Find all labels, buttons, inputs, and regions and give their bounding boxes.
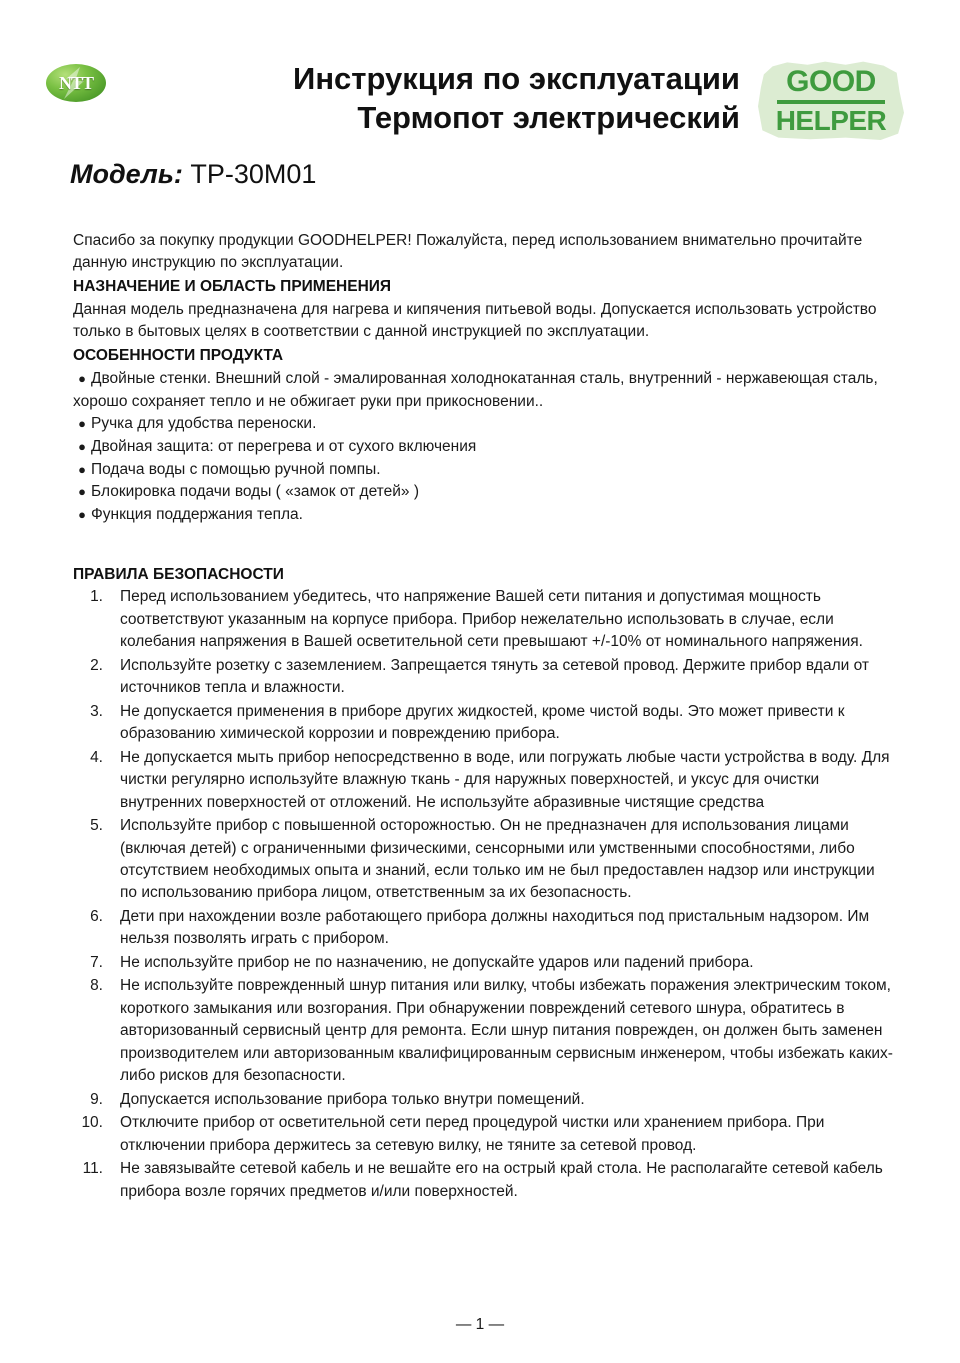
list-item xyxy=(73,459,893,482)
safety-list xyxy=(73,586,893,1203)
features-list xyxy=(73,368,893,526)
list-item-number: 6. xyxy=(90,907,103,925)
list-item xyxy=(73,815,893,905)
purpose-paragraph: Данная модель предназначена для нагрева и кипячения питьевой воды. Допускается использовать устройство только в бытовых целях в соответствии с данной инструкцией по эксплуатации. xyxy=(73,301,877,340)
list-item-label: Не используйте поврежденный шнур питания или вилку, чтобы избежать поражения электрическим током, короткого замыкания или возгорания. При обнаружении повреждений сетевого шнура, обратитесь в авторизованный сервисный центр для ремонта. Если шнур питания поврежден, он должен быть заменен производителем или авторизованным квалифицированным сервисным инженером, чтобы избежать каких-либо рисков для безопасности. xyxy=(120,977,893,1085)
goodhelper-logo xyxy=(758,60,904,140)
goodhelper-logo-content xyxy=(758,60,904,140)
safety-heading: ПРАВИЛА БЕЗОПАСНОСТИ xyxy=(73,566,284,584)
list-item-number: 4. xyxy=(90,748,103,766)
model-value: TP-30M01 xyxy=(190,159,317,189)
ntt-logo-text: NTT xyxy=(58,73,93,93)
list-item-label: Отключите прибор от осветительной сети перед процедурой чистки или хранением прибора. При отключении прибора держитесь за сетевую вилку, не тяните за сетевой провод. xyxy=(120,1114,825,1154)
list-item-label: Не допускается мыть прибор непосредственно в воде, или погружать любые части устройства в воду. Для чистки регулярно используйте влажную ткань - для наружных поверхностей, и уксус для очистки внутренних поверхностей от отложений. Не используйте абразивные чистящие средства xyxy=(120,748,890,811)
page-header xyxy=(0,0,960,140)
list-item-number: 2. xyxy=(90,656,103,674)
model-label: Модель: xyxy=(70,159,183,189)
goodhelper-logo-line-1: GOOD xyxy=(786,65,876,98)
list-item-label: Не допускается применения в приборе других жидкостей, кроме чистой воды. Это может привести к образованию химической коррозии и повреждению прибора. xyxy=(120,702,845,743)
list-item xyxy=(73,413,893,436)
list-item-number: 9. xyxy=(90,1090,103,1108)
list-item-number: 5. xyxy=(90,817,103,835)
list-item-label: Не завязывайте сетевой кабель и не вешайте его на острый край стола. Не располагайте сетевой кабель прибора возле горячих предметов и/или поверхностей. xyxy=(120,1160,883,1200)
list-item xyxy=(73,655,893,700)
list-item xyxy=(73,1158,893,1203)
bullet-icon: ● xyxy=(78,371,86,386)
list-item-number: 11. xyxy=(82,1160,103,1178)
document-title-line-1: Инструкция по эксплуатации xyxy=(293,61,740,96)
list-item-label: Перед использованием убедитесь, что напряжение Вашей сети питания и допустимая мощность соответствуют указанным на корпусе прибора. Прибор нежелательно использовать в случае, если колебания напряжения в Вашей осветительной сети превышают +/-10% от номинального напряжения. xyxy=(120,588,863,651)
features-heading: ОСОБЕННОСТИ ПРОДУКТА xyxy=(73,347,284,364)
list-item-label: Двойная защита: от перегрева и от сухого включения xyxy=(91,437,477,455)
ntt-logo xyxy=(46,64,106,102)
list-item-number: 8. xyxy=(90,977,103,995)
list-item xyxy=(73,701,893,746)
list-item-label: Двойные стенки. Внешний слой - эмалированная холоднокатанная сталь, внутренний - нержавеющая сталь, хорошо сохраняет тепло и не обжигает руки при прикосновении.. xyxy=(73,370,878,410)
list-item-label: Не используйте прибор не по назначению, не допускайте ударов или падений прибора. xyxy=(120,953,754,971)
bullet-icon: ● xyxy=(78,438,86,454)
list-item-number: 1. xyxy=(90,588,103,606)
list-item xyxy=(73,368,893,413)
list-item xyxy=(73,481,893,504)
goodhelper-logo-divider xyxy=(777,100,885,104)
list-item-label: Используйте прибор с повышенной осторожностью. Он не предназначен для использования лицами (включая детей) с ограниченными физическими, сенсорными или умственными способностями, либо отсутствием необходимых опыта и знаний, если только им не был предоставлен надзор или инструкции по использованию прибора лицом, ответственным за их безопасность. xyxy=(120,817,875,902)
list-item xyxy=(73,1089,893,1111)
list-item xyxy=(73,436,893,459)
list-item-label: Дети при нахождении возле работающего прибора должны находиться под пристальным надзором. Им нельзя позволять играть с прибором. xyxy=(120,907,870,948)
list-item-label: Блокировка подачи воды ( «замок от детей» ) xyxy=(91,483,419,501)
list-item-number: 7. xyxy=(90,953,103,971)
list-item xyxy=(73,952,893,974)
model-line xyxy=(70,158,316,190)
list-item-label: Используйте розетку с заземлением. Запрещается тянуть за сетевой провод. Держите прибор вдали от источников тепла и влажности. xyxy=(120,656,869,697)
list-item xyxy=(73,747,893,814)
page-footer xyxy=(0,1316,960,1334)
page-number: — 1 — xyxy=(455,1316,505,1333)
bullet-icon: ● xyxy=(78,416,86,432)
purpose-heading: НАЗНАЧЕНИЕ И ОБЛАСТЬ ПРИМЕНЕНИЯ xyxy=(73,278,392,295)
list-item-label: Подача воды с помощью ручной помпы. xyxy=(91,460,381,478)
document-body xyxy=(73,230,893,1204)
document-title-line-2: Термопот электрический xyxy=(357,99,740,135)
list-item xyxy=(73,975,893,1087)
list-item-label: Ручка для удобства переноски. xyxy=(91,415,317,433)
intro-paragraph: Спасибо за покупку продукции GOODHELPER! Пожалуйста, перед использованием внимательно прочитайте данную инструкцию по эксплуатации. xyxy=(73,232,863,271)
list-item-number: 3. xyxy=(90,702,103,720)
bullet-icon: ● xyxy=(78,484,86,500)
list-item xyxy=(73,1112,893,1157)
list-item xyxy=(73,906,893,951)
goodhelper-logo-line-2: HELPER xyxy=(775,105,887,136)
list-item xyxy=(73,504,893,527)
document-title xyxy=(120,60,740,138)
list-item-label: Функция поддержания тепла. xyxy=(91,505,303,523)
list-item-label: Допускается использование прибора только внутри помещений. xyxy=(120,1090,585,1108)
bullet-icon: ● xyxy=(78,461,86,477)
bullet-icon: ● xyxy=(78,506,86,522)
list-item-number: 10. xyxy=(81,1114,103,1132)
list-item xyxy=(73,586,893,653)
